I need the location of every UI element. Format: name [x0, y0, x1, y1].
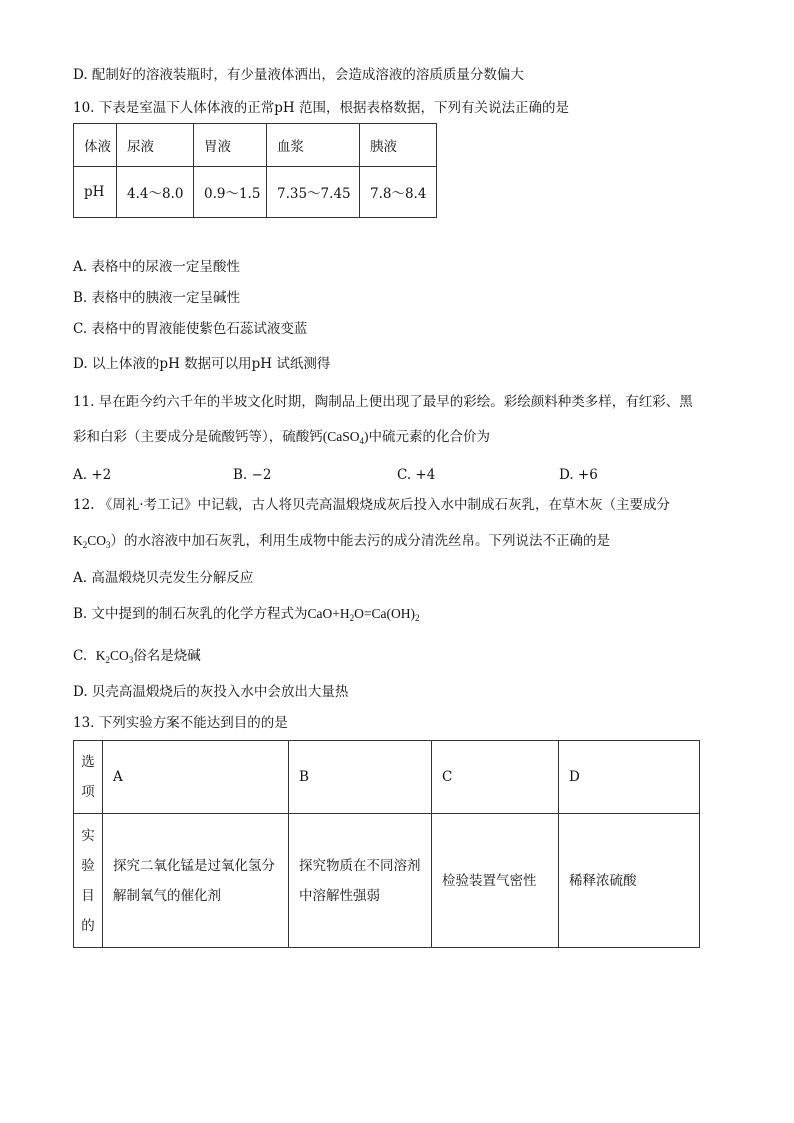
table-cell: D [559, 741, 700, 814]
q11-option-b: B. −2 [233, 467, 272, 483]
table-row [74, 167, 437, 218]
table-cell: 0.9～1.5 [194, 167, 267, 218]
equation-lime-milk: $CaO+H_2O=Ca(OH)_2$ [307, 606, 420, 623]
q11-option-d: D. +6 [559, 467, 598, 483]
q12-option-a: A. 高温煅烧贝壳发生分解反应 [73, 570, 254, 586]
q11-option-a: A. +2 [73, 467, 112, 483]
table-cell: A [103, 741, 289, 814]
q10-option-b: B. 表格中的胰液一定呈碱性 [73, 290, 241, 306]
table-cell: 稀释浓硫酸 [559, 814, 700, 948]
table-cell: 7.8～8.4 [360, 167, 437, 218]
table-cell: 血浆 [267, 124, 360, 167]
table-cell: pH [74, 167, 117, 218]
q13-stem: 13. 下列实验方案不能达到目的的是 [73, 715, 288, 731]
table-cell: 检验装置气密性 [432, 814, 559, 948]
q11-stem-line2: 彩和白彩（主要成分是硫酸钙等），硫酸钙(CaSO$_4$)中硫元素的化合价为 [73, 429, 490, 446]
table-cell: 尿液 [117, 124, 194, 167]
table-cell: B [289, 741, 432, 814]
q11-option-c: C. +4 [397, 467, 436, 483]
q12-stem-line1: 12. 《周礼·考工记》中记载，古人将贝壳高温煅烧成灰后投入水中制成石灰乳，在草木灰（主要成分 [73, 497, 671, 513]
table-cell: 胃液 [194, 124, 267, 167]
q12-option-d: D. 贝壳高温煅烧后的灰投入水中会放出大量热 [73, 684, 349, 700]
q10-stem: 10. 下表是室温下人体体液的正常pH 范围，根据表格数据，下列有关说法正确的是 [73, 100, 569, 116]
q11-options [73, 466, 723, 484]
q10-option-a: A. 表格中的尿液一定呈酸性 [73, 259, 240, 275]
q10-option-d: D. 以上体液的pH 数据可以用pH 试纸测得 [73, 356, 331, 372]
row-label-purpose: 实 验 目 的 [74, 814, 103, 948]
table-cell: C [432, 741, 559, 814]
formula-caso4: (CaSO$_4$) [322, 429, 369, 446]
q10-option-c: C. 表格中的胃液能使紫色石蕊试液变蓝 [73, 321, 308, 337]
table-header-row [74, 124, 437, 167]
q11-stem-line1: 11. 早在距今约六千年的半坡文化时期，陶制品上便出现了最早的彩绘。彩绘颜料种类多样，有红彩、黑 [73, 394, 693, 410]
q9-option-d: D. 配制好的溶液装瓶时，有少量液体洒出，会造成溶液的溶质质量分数偏大 [73, 67, 524, 83]
row-label-option: 选 项 [74, 741, 103, 814]
table-cell: 4.4～8.0 [117, 167, 194, 218]
q12-option-b: B. 文中提到的制石灰乳的化学方程式为$CaO+H_2O=Ca(OH)_2$ [73, 606, 420, 623]
table-cell: 探究物质在不同溶剂 中溶解性强弱 [289, 814, 432, 948]
table-cell: 探究二氧化锰是过氧化氢分 解制氧气的催化剂 [103, 814, 289, 948]
table-row [74, 814, 700, 948]
table-cell: 7.35～7.45 [267, 167, 360, 218]
table-cell: 胰液 [360, 124, 437, 167]
table-cell: 体液 [74, 124, 117, 167]
q12-stem-line2: $K_2CO_3$）的水溶液中加石灰乳，利用生成物中能去污的成分清洗丝帛。下列说法不正确的是 [73, 533, 611, 550]
q12-option-c: C. $K_2CO_3$俗名是烧碱 [73, 648, 201, 665]
ph-range-table [73, 123, 437, 218]
table-header-row [74, 741, 700, 814]
experiment-table [73, 740, 700, 948]
